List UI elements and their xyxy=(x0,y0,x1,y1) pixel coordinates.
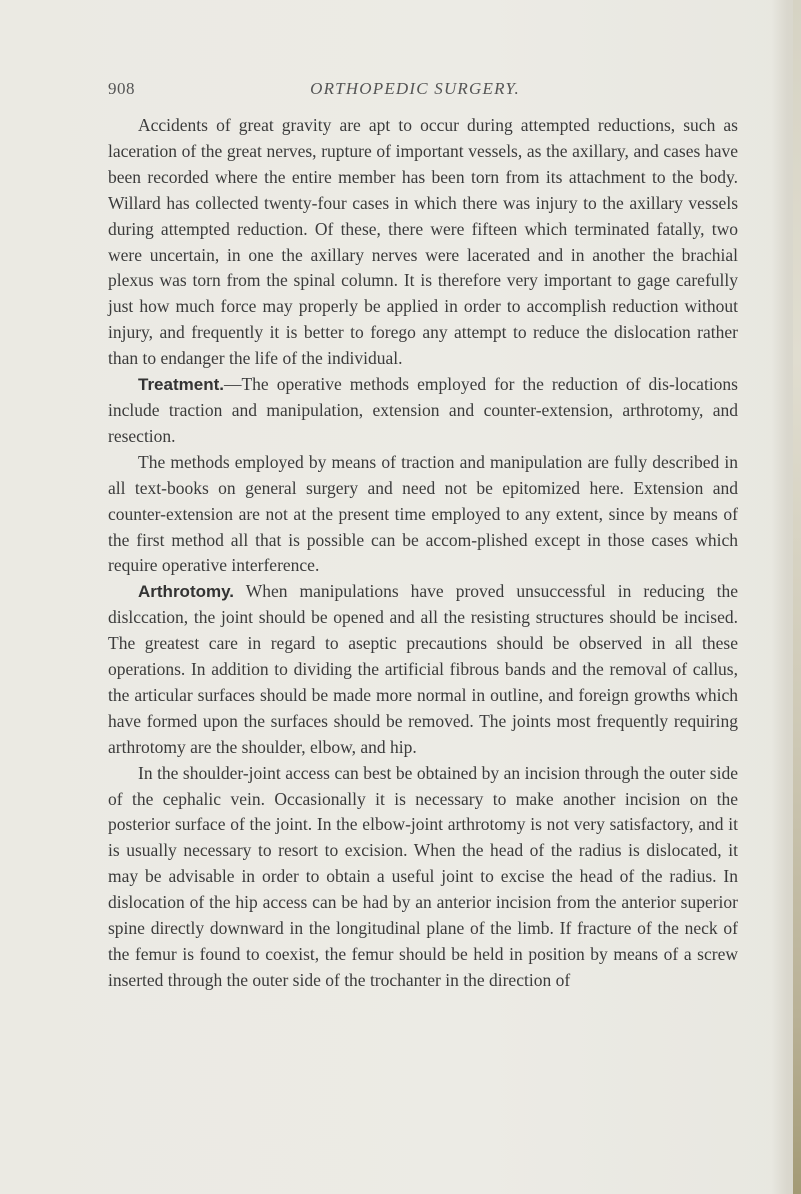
body-text xyxy=(108,113,738,994)
paragraph-text: The methods employed by means of traction and manipulation are fully described in all text-books on general surgery and need not be epitomized here. Extension and counter-extension are not at the present time employed to any extent, since by means of the first method all that is possible can be accom-plished except in those cases which require operative interference. xyxy=(108,451,738,576)
paragraph xyxy=(108,579,738,760)
section-heading: Treatment. xyxy=(138,375,224,395)
running-head: ORTHOPEDIC SURGERY. xyxy=(310,79,520,98)
paragraph xyxy=(108,450,738,580)
page-header xyxy=(108,79,722,103)
paragraph-text: Accidents of great gravity are apt to occur during attempted reductions, such as laceration of the great nerves, rupture of important vessels, as the axillary, and cases have been recorded where the entire member has been torn from its attachment to the body. Willard has collected twenty-four cases in which there was injury to the axillary vessels during attempted reduction. Of these, there were fifteen which terminated fatally, two were uncertain, in one the axillary nerves were lacerated and in another the brachial plexus was torn from the spinal column. It is therefore very important to gage carefully just how much force may properly be applied in order to accomplish reduction without injury, and frequently it is better to forego any attempt to reduce the dislocation rather than to endanger the life of the individual. xyxy=(108,115,738,369)
paragraph xyxy=(108,113,738,372)
page-number: 908 xyxy=(108,79,135,98)
paragraph-text: —The operative methods employed for the reduction of dis-locations include traction and manipulation, extension and counter-extension, arthrotomy, and resection. xyxy=(108,374,738,446)
paragraph xyxy=(108,372,738,450)
page-edge xyxy=(793,0,801,1194)
section-heading: Arthrotomy. xyxy=(138,582,235,602)
paragraph-text: In the shoulder-joint access can best be obtained by an incision through the outer side of the cephalic vein. Occasionally it is necessary to make another incision on the posterior surface of the joint. In the elbow-joint arthrotomy is not very satisfactory, and it is usually necessary to resort to excision. When the head of the radius is dislocated, it may be advisable in order to obtain a useful joint to excise the head of the radius. In dislocation of the hip access can be had by an anterior incision from the anterior superior spine directly downward in the longitudinal plane of the limb. If fracture of the neck of the femur is found to coexist, the femur should be held in position by means of a screw inserted through the outer side of the trochanter in the direction of xyxy=(108,762,738,990)
paragraph xyxy=(108,761,738,994)
paragraph-text: When manipulations have proved unsuccessful in reducing the dislccation, the joint should be opened and all the resisting structures should be incised. The greatest care in regard to aseptic precautions should be observed in all these operations. In addition to dividing the artificial fibrous bands and the removal of callus, the articular surfaces should be made more normal in outline, and foreign growths which have formed upon the surfaces should be removed. The joints most frequently requiring arthrotomy are the shoulder, elbow, and hip. xyxy=(108,581,738,757)
